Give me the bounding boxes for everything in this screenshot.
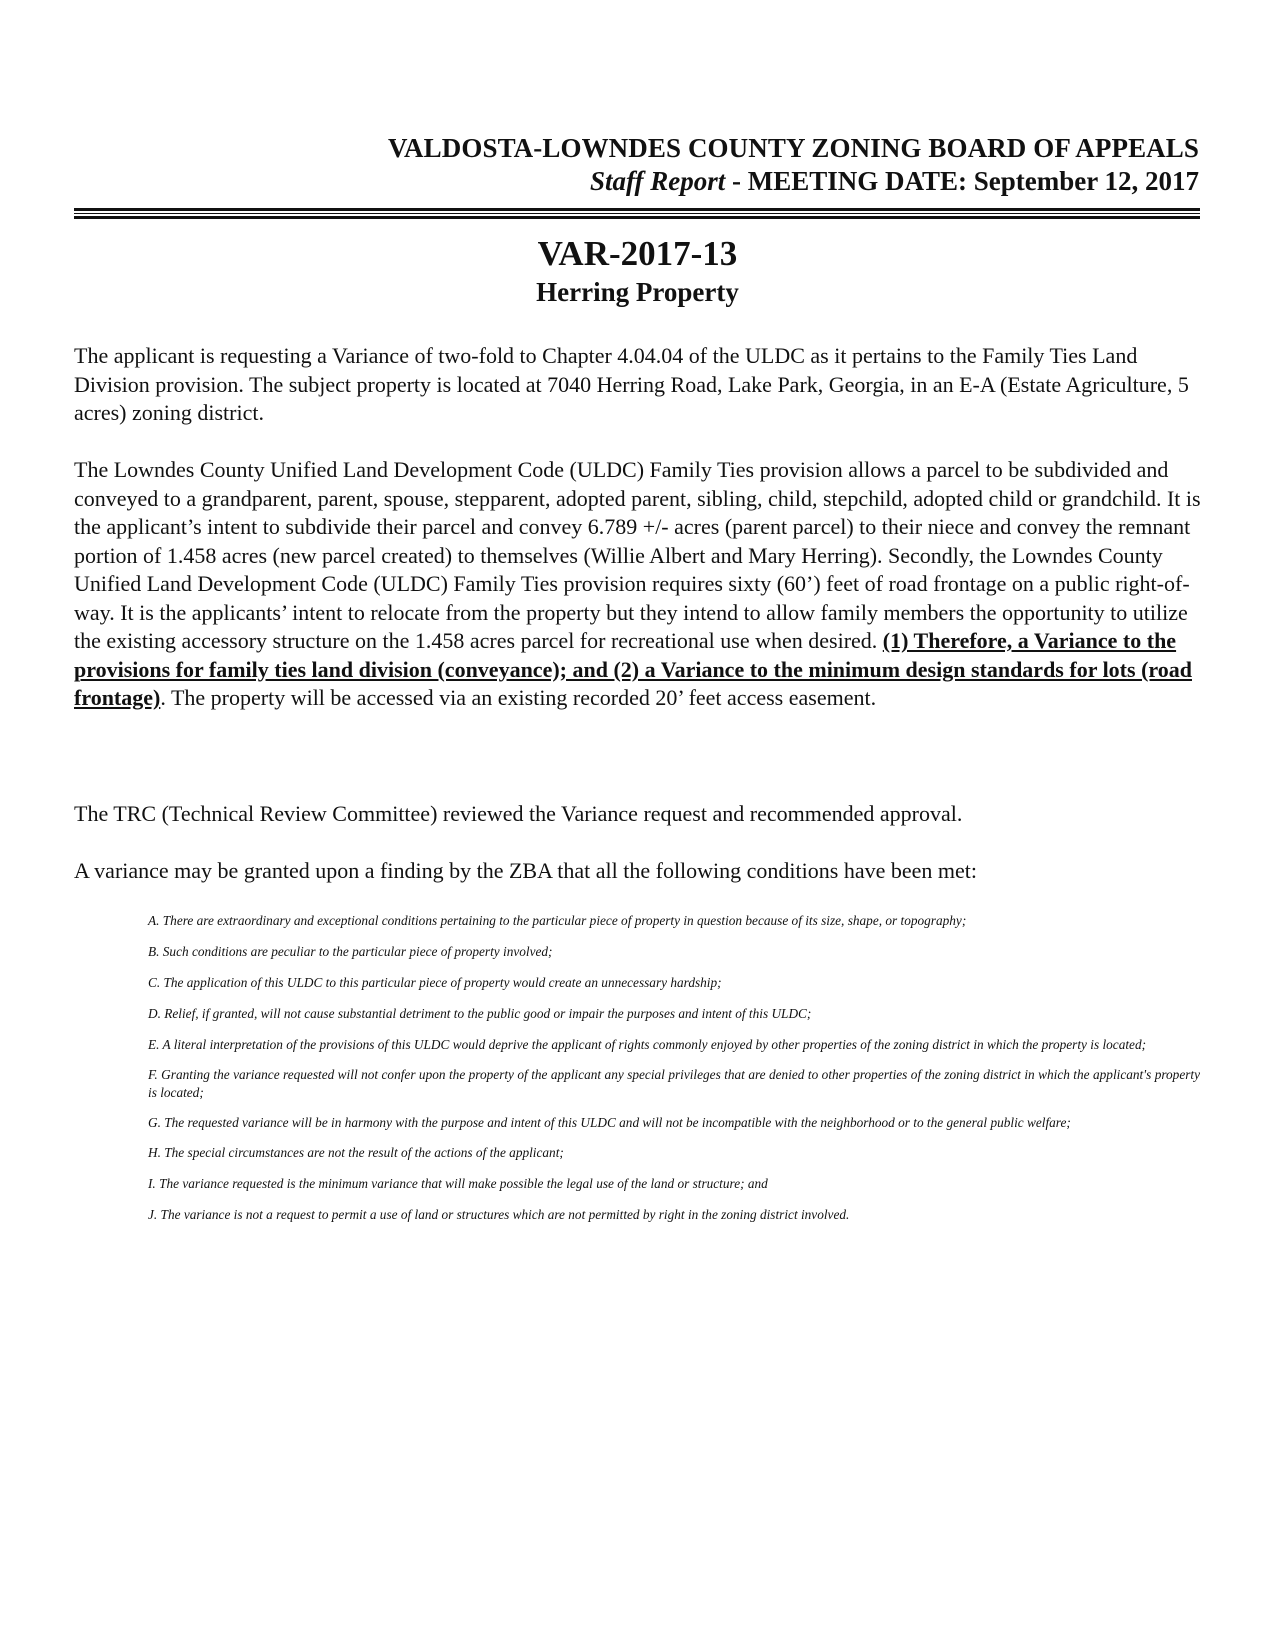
family-ties-text: The Lowndes County Unified Land Development Code (ULDC) Family Ties provision allows a parcel to be subdivided and conveyed to a grandparent, parent, spouse, stepparent, adopted parent, sibling, child, stepchild, adopted child or grandchild. It is the applicant’s intent to subdivide their parcel and convey 6.789 +/- acres (parent parcel) to their niece and convey the remnant portion of 1.458 acres (new parcel created) to themselves (Willie Albert and Mary Herring). Secondly, the Lowndes County Unified Land Development Code (ULDC) Family Ties provision requires sixty (60’) feet of road frontage on a public right-of-way. It is the applicants’ intent to relocate from the property but they intend to allow family members the opportunity to utilize the existing accessory structure on the 1.458 acres parcel for recreational use when desired.: [74, 457, 1201, 653]
report-type: Staff Report: [589, 166, 726, 196]
agency-name: VALDOSTA-LOWNDES COUNTY ZONING BOARD OF APPEALS: [387, 133, 1199, 163]
header-rule-middle: [74, 213, 1200, 214]
header-rule-bottom: [74, 216, 1200, 219]
condition-item: B. Such conditions are peculiar to the particular piece of property involved;: [148, 944, 553, 959]
meeting-line: [388, 165, 1199, 197]
condition-item: D. Relief, if granted, will not cause substantial detriment to the public good or impair the purposes and intent of this ULDC;: [148, 1006, 812, 1021]
property-name: Herring Property: [536, 277, 739, 307]
condition-item: H. The special circumstances are not the result of the actions of the applicant;: [148, 1145, 564, 1160]
conditions-list: [148, 912, 1200, 1237]
condition-item: J. The variance is not a request to permit a use of land or structures which are not permitted by right in the zoning district involved.: [148, 1207, 850, 1222]
header-rule-top: [74, 208, 1200, 211]
meeting-date: MEETING DATE: September 12, 2017: [747, 166, 1199, 196]
header-separator: -: [725, 166, 748, 196]
report-header: [388, 131, 1199, 197]
trc-recommendation-paragraph: The TRC (Technical Review Committee) reviewed the Variance request and recommended approval.: [74, 801, 963, 826]
title-block: [0, 233, 1275, 309]
condition-item: G. The requested variance will be in harmony with the purpose and intent of this ULDC and will not be incompatible with the neighborhood or to the general public welfare;: [148, 1115, 1071, 1130]
variance-request-emphasis: (1) Therefore, a Variance to the provisions for family ties land division (conveyance); and (2) a Variance to the minimum design standards for lots (road frontage): [74, 628, 1192, 710]
case-number: VAR-2017-13: [537, 234, 738, 273]
condition-item: C. The application of this ULDC to this particular piece of property would create an unnecessary hardship;: [148, 975, 722, 990]
family-ties-paragraph: [74, 456, 1202, 713]
access-easement-text: . The property will be accessed via an existing recorded 20’ feet access easement.: [160, 685, 877, 710]
condition-item: A. There are extraordinary and exceptional conditions pertaining to the particular piece of property in question because of its size, shape, or topography;: [148, 913, 967, 928]
condition-item: I. The variance requested is the minimum variance that will make possible the legal use of the land or structure; and: [148, 1176, 768, 1191]
conditions-intro-paragraph: A variance may be granted upon a finding by the ZBA that all the following conditions have been met:: [74, 858, 977, 883]
condition-item: E. A literal interpretation of the provisions of this ULDC would deprive the applicant of rights commonly enjoyed by other properties of the zoning district in which the property is located;: [148, 1037, 1147, 1052]
condition-item: F. Granting the variance requested will not confer upon the property of the applicant any special privileges that are denied to other properties of the zoning district in which the applicant's property is located;: [148, 1067, 1200, 1100]
request-summary-paragraph: The applicant is requesting a Variance of two-fold to Chapter 4.04.04 of the ULDC as it pertains to the Family Ties Land Division provision. The subject property is located at 7040 Herring Road, Lake Park, Georgia, in an E-A (Estate Agriculture, 5 acres) zoning district.: [74, 343, 1189, 425]
